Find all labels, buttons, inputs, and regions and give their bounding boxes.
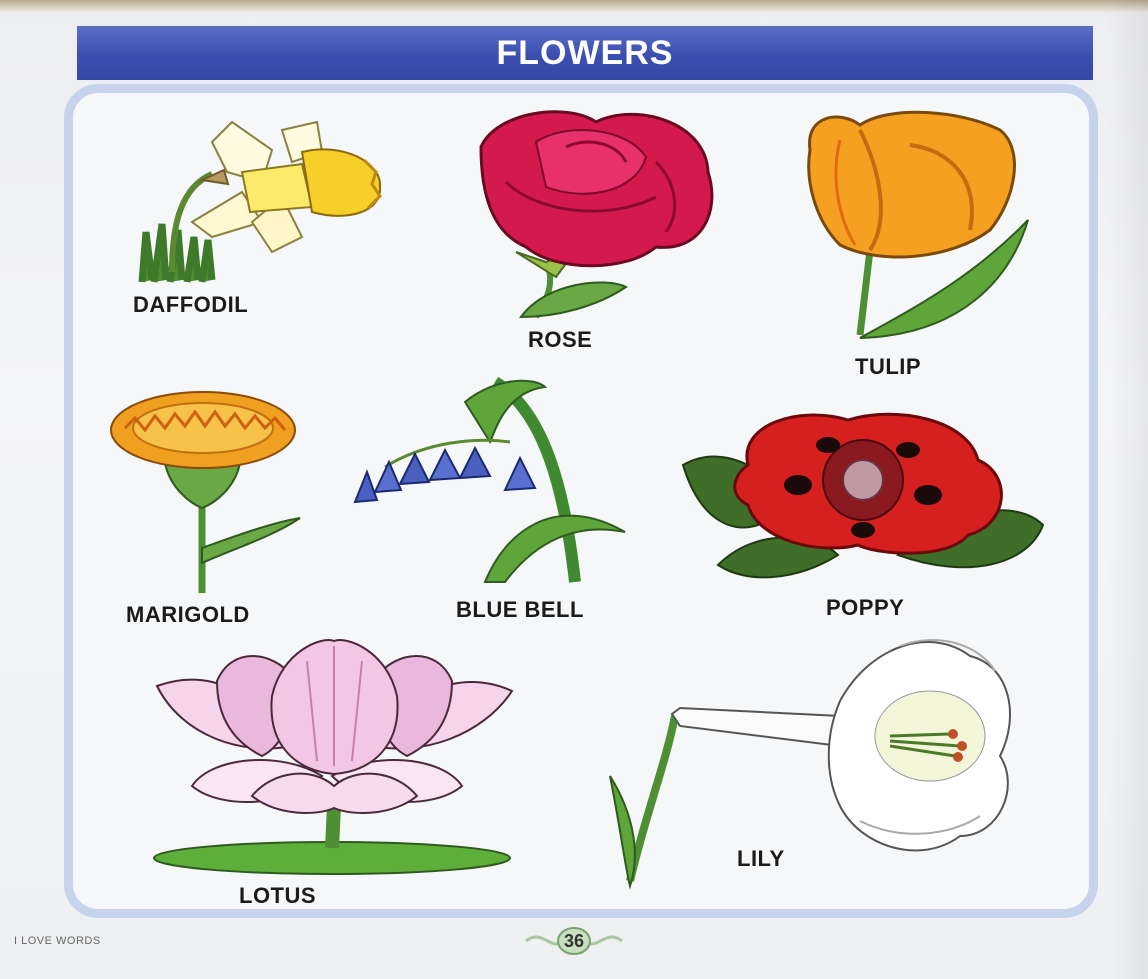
flower-label-daffodil: DAFFODIL bbox=[133, 292, 249, 317]
bluebell-illustration bbox=[345, 372, 635, 592]
page-top-edge bbox=[0, 0, 1148, 12]
flower-label-poppy: POPPY bbox=[826, 595, 905, 620]
flower-label-lily: LILY bbox=[737, 846, 785, 871]
lily-illustration bbox=[600, 626, 1030, 891]
book-title-footer: I LOVE WORDS bbox=[14, 935, 101, 947]
page-number: 36 bbox=[563, 930, 585, 951]
poppy-illustration bbox=[678, 405, 1048, 590]
flower-label-bluebell: BLUE BELL bbox=[456, 597, 584, 622]
marigold-illustration bbox=[110, 388, 310, 598]
daffodil-illustration bbox=[132, 112, 392, 287]
rose-illustration bbox=[476, 102, 726, 322]
flower-label-tulip: TULIP bbox=[855, 354, 922, 379]
flower-label-rose: ROSE bbox=[528, 327, 593, 352]
flower-label-lotus: LOTUS bbox=[239, 883, 317, 908]
title-banner bbox=[77, 26, 1093, 80]
lotus-illustration bbox=[122, 636, 532, 881]
page-title: FLOWERS bbox=[496, 33, 674, 72]
tulip-illustration bbox=[800, 110, 1040, 350]
flower-label-marigold: MARIGOLD bbox=[126, 602, 250, 627]
page-number-badge bbox=[522, 924, 626, 958]
page-right-shade bbox=[1108, 0, 1148, 979]
